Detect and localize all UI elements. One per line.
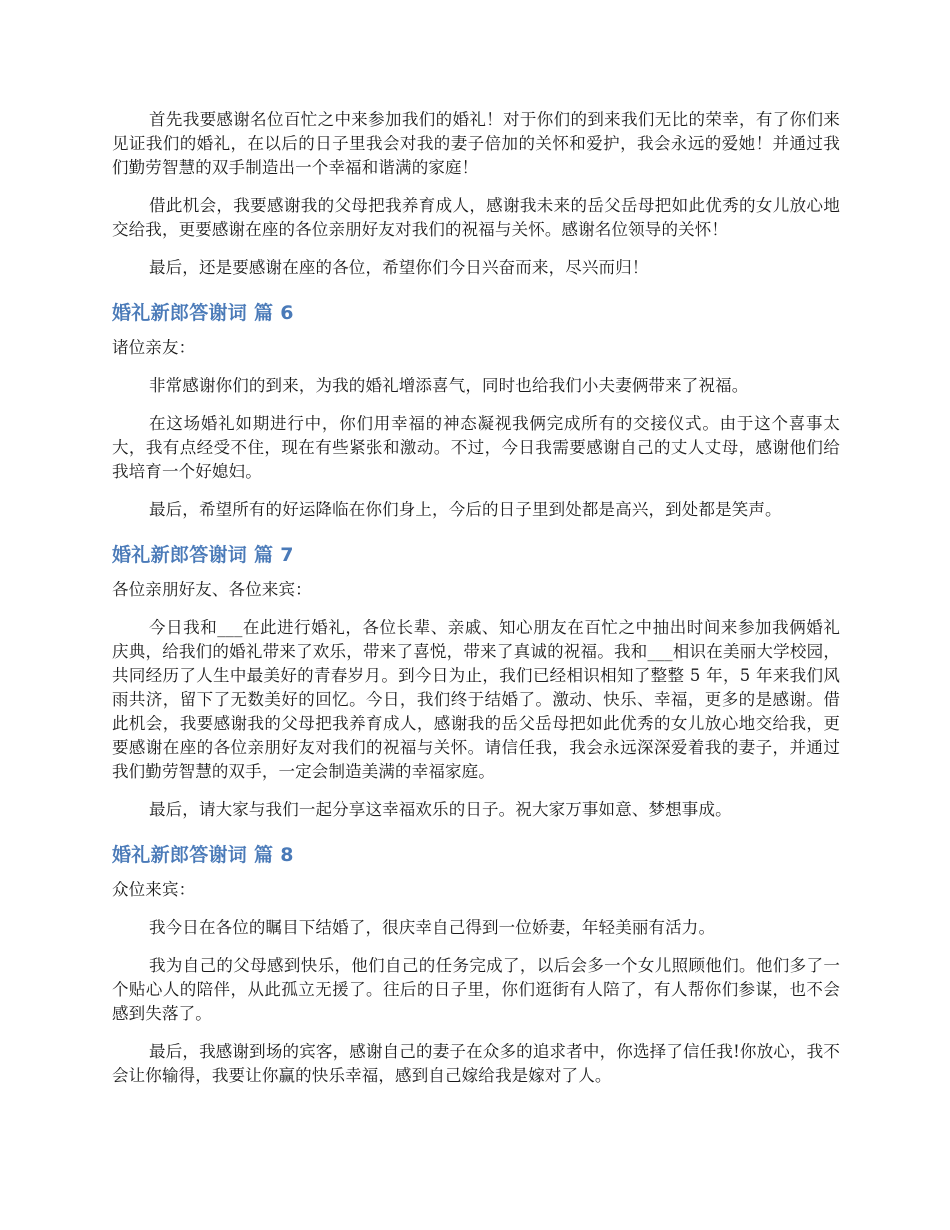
- paragraph: 最后，还是要感谢在座的各位，希望你们今日兴奋而来，尽兴而归！: [149, 258, 649, 277]
- intro-section: [112, 108, 840, 280]
- paragraph: 最后，请大家与我们一起分享这幸福欢乐的日子。祝大家万事如意、梦想事成。: [149, 800, 732, 819]
- paragraph: 我为自己的父母感到快乐，他们自己的任务完成了，以后会多一个女儿照顾他们。他们多了一个贴心人的陪伴，从此孤立无援了。往后的日子里，你们逛街有人陪了，有人帮你们参谋，也不会感到失落了。: [112, 956, 840, 1023]
- paragraph: 最后，希望所有的好运降临在你们身上，今后的日子里到处都是高兴，到处都是笑声。: [149, 500, 782, 519]
- greeting: 各位亲朋好友、各位来宾：: [112, 580, 312, 599]
- section-7: [112, 542, 840, 822]
- paragraph: 最后，我感谢到场的宾客，感谢自己的妻子在众多的追求者中，你选择了信任我!你放心，我不会让你输得，我要让你赢的快乐幸福，感到自己嫁给我是嫁对了人。: [112, 1042, 840, 1085]
- greeting: 诸位亲友：: [112, 338, 196, 357]
- section-heading: 婚礼新郎答谢词 篇 6: [112, 302, 294, 324]
- section-8: [112, 842, 840, 1088]
- paragraph: 今日我和___在此进行婚礼，各位长辈、亲戚、知心朋友在百忙之中抽出时间来参加我俩婚礼庆典，给我们的婚礼带来了欢乐，带来了喜悦，带来了真诚的祝福。我和___相识在美丽大学校园，共同经历了人生中最美好的青春岁月。到今日为止，我们已经相识相知了整整 5 年，5 年来我们风雨共济，留下了无数美好的回忆。今日，我们终于结婚了。激动、快乐、幸福，更多的是感谢。借此机会，我要感谢我的父母把我养育成人，感谢我的岳父岳母把如此优秀的女儿放心地交给我，更要感谢在座的各位亲朋好友对我们的祝福与关怀。请信任我，我会永远深深爱着我的妻子，并通过我们勤劳智慧的双手，一定会制造美满的幸福家庭。: [112, 618, 840, 781]
- paragraph: 非常感谢你们的到来，为我的婚礼增添喜气，同时也给我们小夫妻俩带来了祝福。: [149, 376, 749, 395]
- paragraph: 在这场婚礼如期进行中，你们用幸福的神态凝视我俩完成所有的交接仪式。由于这个喜事太大，我有点经受不住，现在有些紧张和激动。不过，今日我需要感谢自己的丈人丈母，感谢他们给我培育一个好媳妇。: [112, 414, 840, 481]
- section-heading: 婚礼新郎答谢词 篇 8: [112, 844, 294, 866]
- paragraph: 借此机会，我要感谢我的父母把我养育成人，感谢我未来的岳父岳母把如此优秀的女儿放心地交给我，更要感谢在座的各位亲朋好友对我们的祝福与关怀。感谢名位领导的关怀！: [112, 196, 840, 239]
- paragraph: 首先我要感谢名位百忙之中来参加我们的婚礼！对于你们的到来我们无比的荣幸，有了你们来见证我们的婚礼，在以后的日子里我会对我的妻子倍加的关怀和爱护，我会永远的爱她！并通过我们勤劳智慧的双手制造出一个幸福和谐满的家庭！: [112, 110, 840, 177]
- paragraph: 我今日在各位的瞩目下结婚了，很庆幸自己得到一位娇妻，年轻美丽有活力。: [149, 918, 716, 937]
- document-page: [112, 108, 840, 1102]
- section-6: [112, 300, 840, 522]
- section-heading: 婚礼新郎答谢词 篇 7: [112, 544, 294, 566]
- greeting: 众位来宾：: [112, 880, 196, 899]
